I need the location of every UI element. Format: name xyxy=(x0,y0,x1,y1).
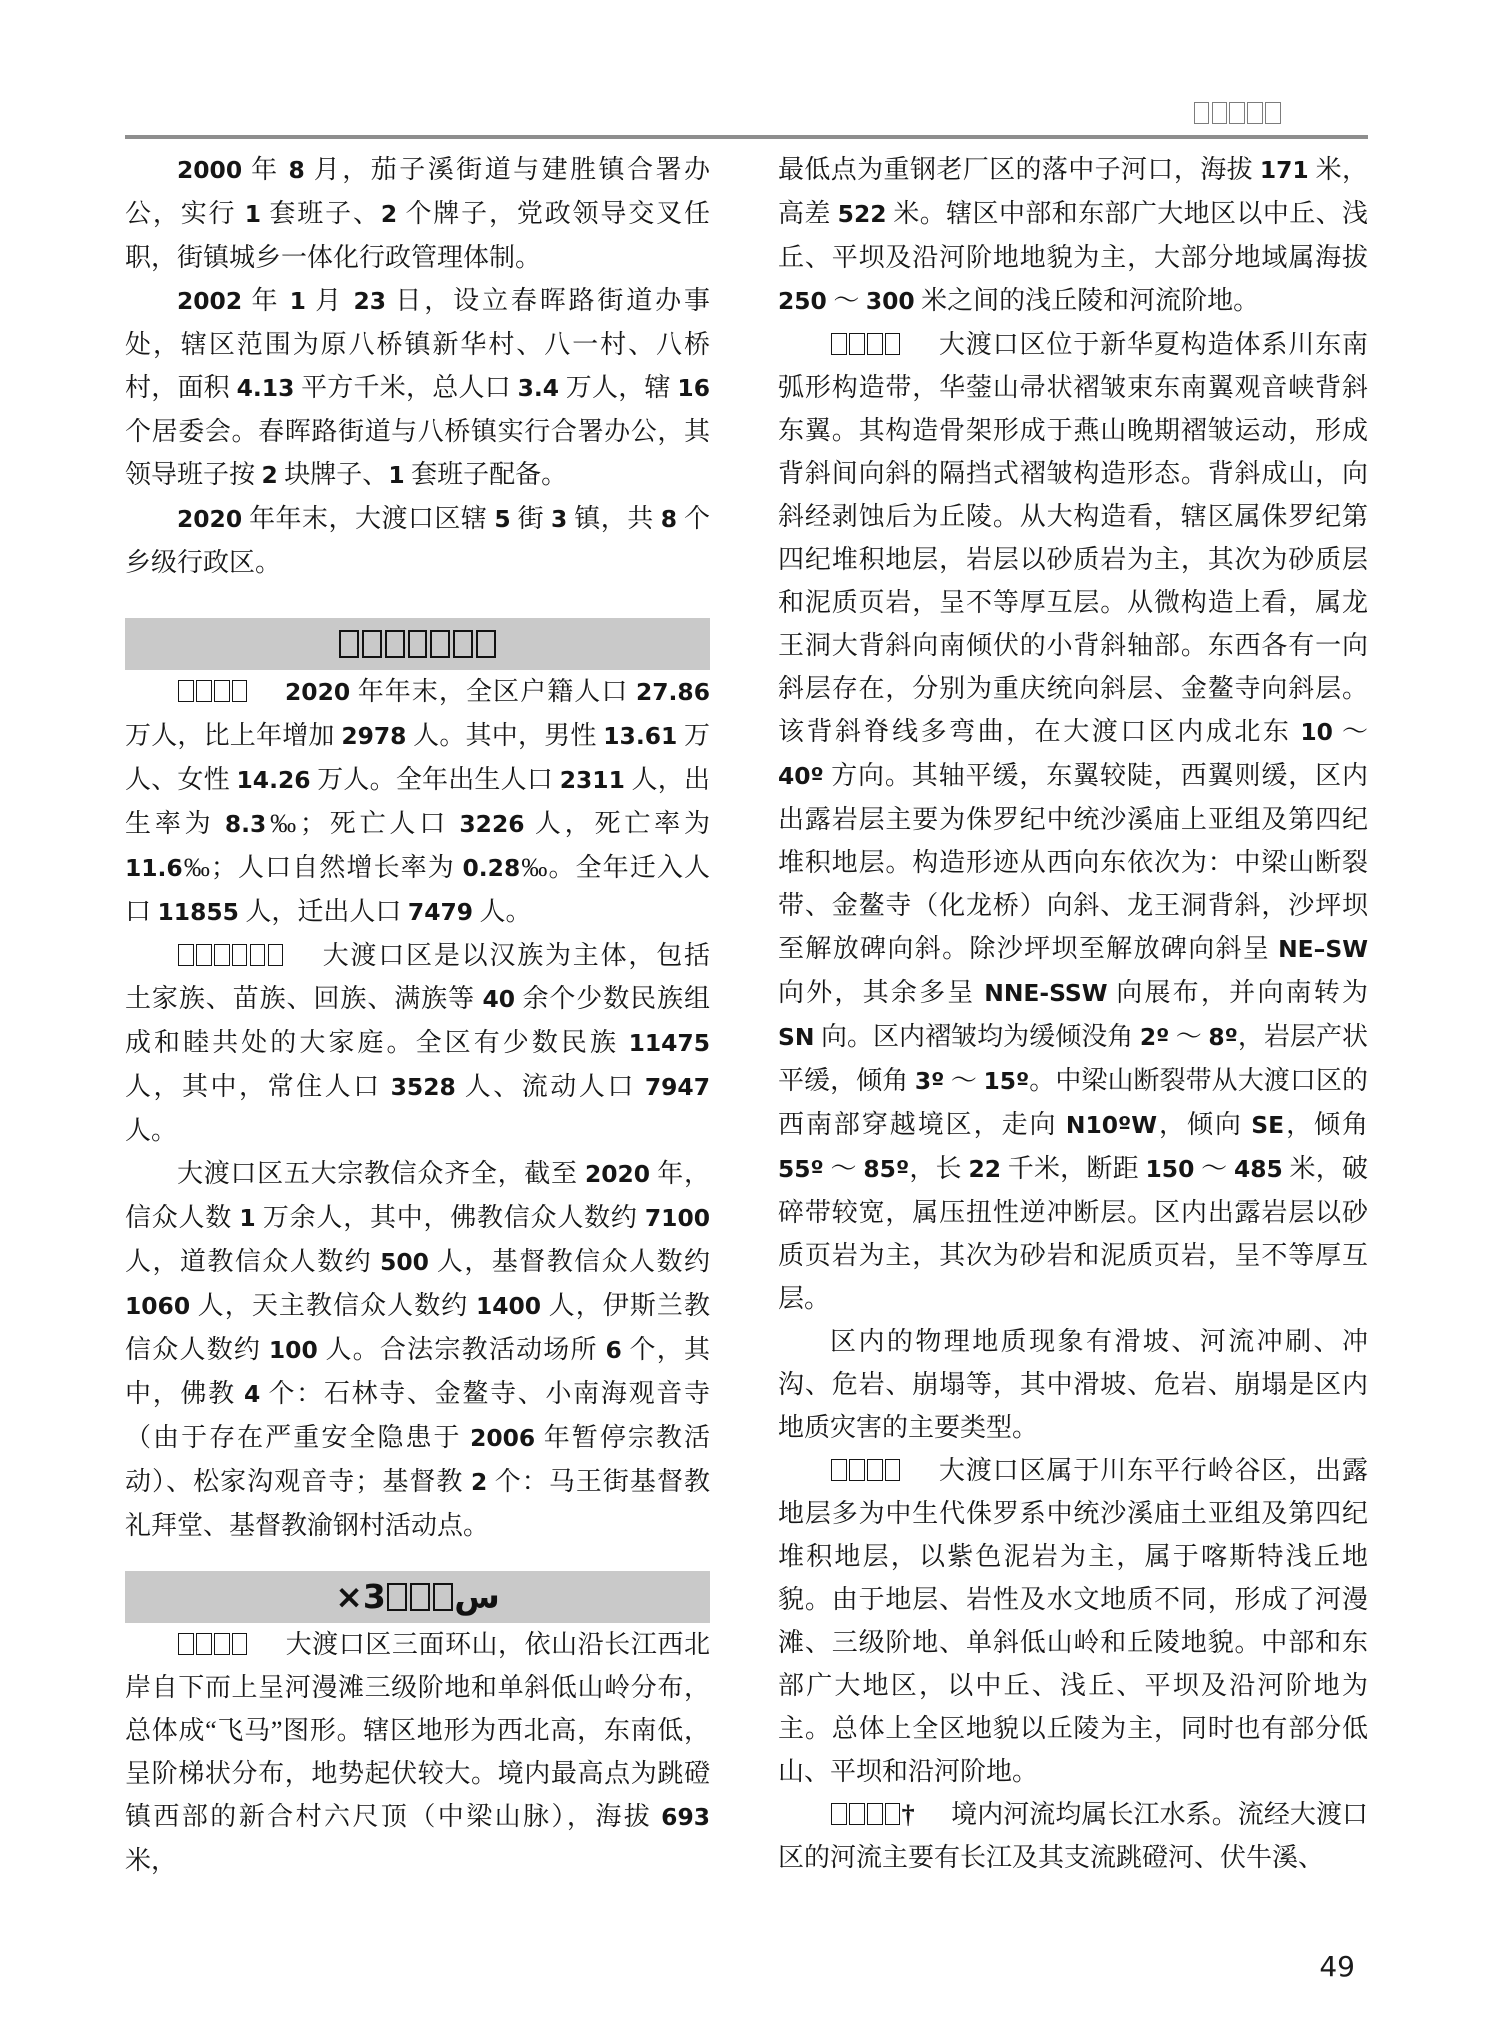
left-column xyxy=(125,148,710,1882)
paragraph xyxy=(778,323,1368,1320)
tofu-missing-glyph xyxy=(1265,102,1281,124)
tofu-missing-glyph xyxy=(849,1803,865,1825)
paragraph: 区内的物理地质现象有滑坡、河流冲刷、冲沟、危岩、崩塌等，其中滑坡、危岩、崩塌是区内地质灾害的主要类型。 xyxy=(778,1327,1368,1442)
tofu-missing-glyph xyxy=(430,630,450,658)
paragraph: 大渡口区五大宗教信众齐全，截至 2020 年，信众人数 1 万余人，其中，佛教信众人数约 7100 人，道教信众人数约 500 人，基督教信众人数约 1060 人，天主教信众人数约 1400 人，伊斯兰教信众人数约 100 人。合法宗教活动场所 6 个，其中，佛教 4 个：石林寺、金鳌寺、小南海观音寺（由于存在严重安全隐患于 2006 年暂停宗教活动）、松家沟观音寺；基督教 2 个：马王街基督教礼拜堂、基督教渝钢村活动点。 xyxy=(125,1159,710,1540)
tofu-missing-glyph xyxy=(433,1583,453,1611)
paragraph: 最低点为重钢老厂区的落中子河口，海拔 171 米，高差 522 米。辖区中部和东部广大地区以中丘、浅丘、平坝及沿河阶地地貌为主，大部分地域属海拔 250 ～ 300 米之间的浅丘陵和河流阶地。 xyxy=(778,155,1368,315)
tofu-missing-glyph xyxy=(178,680,194,702)
tofu-missing-glyph xyxy=(831,1459,847,1481)
tofu-missing-glyph xyxy=(178,944,194,966)
tofu-missing-glyph xyxy=(250,944,266,966)
paragraph-text: 大渡口区位于新华夏构造体系川东南弧形构造带，华蓥山帚状褶皱束东南翼观音峡背斜东翼。其构造骨架形成于燕山晚期褶皱运动，形成背斜间向斜的隔挡式褶皱构造形态。背斜成山，向斜经剥蚀后为丘陵。从大构造看，辖区属侏罗纪第四纪堆积地层，岩层以砂质岩为主，其次为砂质层和泥质页岩，呈不等厚互层。从微构造上看，属龙王洞大背斜向南倾伏的小背斜轴部。东西各有一向斜层存在，分别为重庆统向斜层、金鳌寺向斜层。该背斜脊线多弯曲，在大渡口区内成北东 10 ～ 40º 方向。其轴平缓，东翼较陡，西翼则缓，区内出露岩层主要为侏罗纪中统沙溪庙上亚组及第四纪堆积地层。构造形迹从西向东依次为：中梁山断裂带、金鳌寺（化龙桥）向斜、龙王洞背斜，沙坪坝至解放碑向斜。除沙坪坝至解放碑向斜呈 NE–SW 向外，其余多呈 NNE-SSW 向展布，并向南转为 SN 向。区内褶皱均为缓倾没角 2º ～ 8º，岩层产状平缓，倾角 3º ～ 15º。中梁山断裂带从大渡口区的西南部穿越境区，走向 N10ºW，倾向 SE，倾角 55º ～ 85º，长 22 千米，断距 150 ～ 485 米，破碎带较宽，属压扭性逆冲断层。区内出露岩层以砂质页岩为主，其次为砂岩和泥质页岩，呈不等厚互层。 xyxy=(778,330,1368,1313)
tofu-missing-glyph xyxy=(232,1633,248,1655)
tofu-missing-glyph xyxy=(867,1803,883,1825)
paragraph: 2000 年 8 月，茄子溪街道与建胜镇合署办公，实行 1 套班子、2 个牌子，党政领导交叉任职，街镇城乡一体化行政管理体制。 xyxy=(125,155,710,272)
paragraph-text: 大渡口区是以汉族为主体，包括土家族、苗族、回族、满族等 40 余个少数民族组成和睦共处的大家庭。全区有少数民族 11475 人，其中，常住人口 3528 人、流动人口 7947 人。 xyxy=(125,941,710,1145)
tofu-missing-glyph xyxy=(453,630,473,658)
running-header-title xyxy=(1192,99,1282,129)
runin-heading xyxy=(830,330,902,359)
tofu-missing-glyph xyxy=(339,630,359,658)
runin-heading xyxy=(177,677,249,706)
tofu-missing-glyph xyxy=(387,1583,407,1611)
paragraph xyxy=(125,1623,710,1882)
paragraph xyxy=(125,670,710,934)
tofu-missing-glyph xyxy=(1194,102,1210,124)
tofu-missing-glyph xyxy=(867,333,883,355)
section-header-banner: ×3 س xyxy=(125,1571,710,1623)
tofu-missing-glyph xyxy=(408,630,428,658)
page-number: 49 xyxy=(1319,1950,1355,1983)
header-rule xyxy=(125,135,1368,139)
paragraph xyxy=(778,1449,1368,1793)
tofu-missing-glyph xyxy=(849,1459,865,1481)
section-header-banner xyxy=(125,618,710,670)
paragraph xyxy=(778,1793,1368,1879)
paragraph-text: 大渡口区属于川东平行岭谷区，出露地层多为中生代侏罗系中统沙溪庙土亚组及第四纪堆积地层，以紫色泥岩为主，属于喀斯特浅丘地貌。由于地层、岩性及水文地质不同，形成了河漫滩、三级阶地、单斜低山岭和丘陵地貌。中部和东部广大地区，以中丘、浅丘、平坝及沿河阶地为主。总体上全区地貌以丘陵为主，同时也有部分低山、平坝和沿河阶地。 xyxy=(778,1456,1368,1786)
tofu-missing-glyph xyxy=(214,1633,230,1655)
tofu-missing-glyph xyxy=(410,1583,430,1611)
tofu-missing-glyph xyxy=(1247,102,1263,124)
tofu-missing-glyph xyxy=(831,333,847,355)
tofu-missing-glyph xyxy=(196,944,212,966)
tofu-missing-glyph xyxy=(362,630,382,658)
runin-heading: † xyxy=(830,1800,915,1829)
right-column xyxy=(778,148,1368,1879)
tofu-missing-glyph xyxy=(476,630,496,658)
runin-heading xyxy=(177,1630,249,1659)
tofu-missing-glyph xyxy=(232,680,248,702)
tofu-missing-glyph xyxy=(885,1803,901,1825)
tofu-missing-glyph xyxy=(1229,102,1245,124)
paragraph-text: 境内河流均属长江水系。流经大渡口区的河流主要有长江及其支流跳磴河、伏牛溪、 xyxy=(778,1800,1368,1872)
paragraph: 2002 年 1 月 23 日，设立春晖路街道办事处，辖区范围为原八桥镇新华村、八一村、八桥村，面积 4.13 平方千米，总人口 3.4 万人，辖 16 个居委会。春晖路街道与八桥镇实行合署办公，其领导班子按 2 块牌子、1 套班子配备。 xyxy=(125,286,710,489)
tofu-missing-glyph xyxy=(214,944,230,966)
tofu-missing-glyph xyxy=(1212,102,1228,124)
tofu-missing-glyph xyxy=(885,1459,901,1481)
tofu-missing-glyph xyxy=(214,680,230,702)
tofu-missing-glyph xyxy=(385,630,405,658)
paragraph-text: 大渡口区三面环山，依山沿长江西北岸自下而上呈河漫滩三级阶地和单斜低山岭分布，总体成“飞马”图形。辖区地形为西北高，东南低，呈阶梯状分布，地势起伏较大。境内最高点为跳磴镇西部的新合村六尺顶（中梁山脉），海拔 693 米， xyxy=(125,1630,710,1875)
tofu-missing-glyph xyxy=(268,944,284,966)
tofu-missing-glyph xyxy=(867,1459,883,1481)
tofu-missing-glyph xyxy=(232,944,248,966)
runin-heading xyxy=(177,941,284,970)
paragraph-text: 2020 年年末，全区户籍人口 27.86 万人，比上年增加 2978 人。其中，男性 13.61 万人、女性 14.26 万人。全年出生人口 2311 人，出生率为 8.3‰；死亡人口 3226 人，死亡率为 11.6‰；人口自然增长率为 0.28‰。全年迁入人口 11855 人，迁出人口 7479 人。 xyxy=(125,677,710,926)
tofu-missing-glyph xyxy=(885,333,901,355)
tofu-missing-glyph xyxy=(178,1633,194,1655)
tofu-missing-glyph xyxy=(849,333,865,355)
paragraph xyxy=(125,934,710,1152)
tofu-missing-glyph xyxy=(196,680,212,702)
tofu-missing-glyph xyxy=(196,1633,212,1655)
paragraph: 2020 年年末，大渡口区辖 5 街 3 镇，共 8 个乡级行政区。 xyxy=(125,504,710,577)
tofu-missing-glyph xyxy=(831,1803,847,1825)
runin-heading xyxy=(830,1456,902,1485)
